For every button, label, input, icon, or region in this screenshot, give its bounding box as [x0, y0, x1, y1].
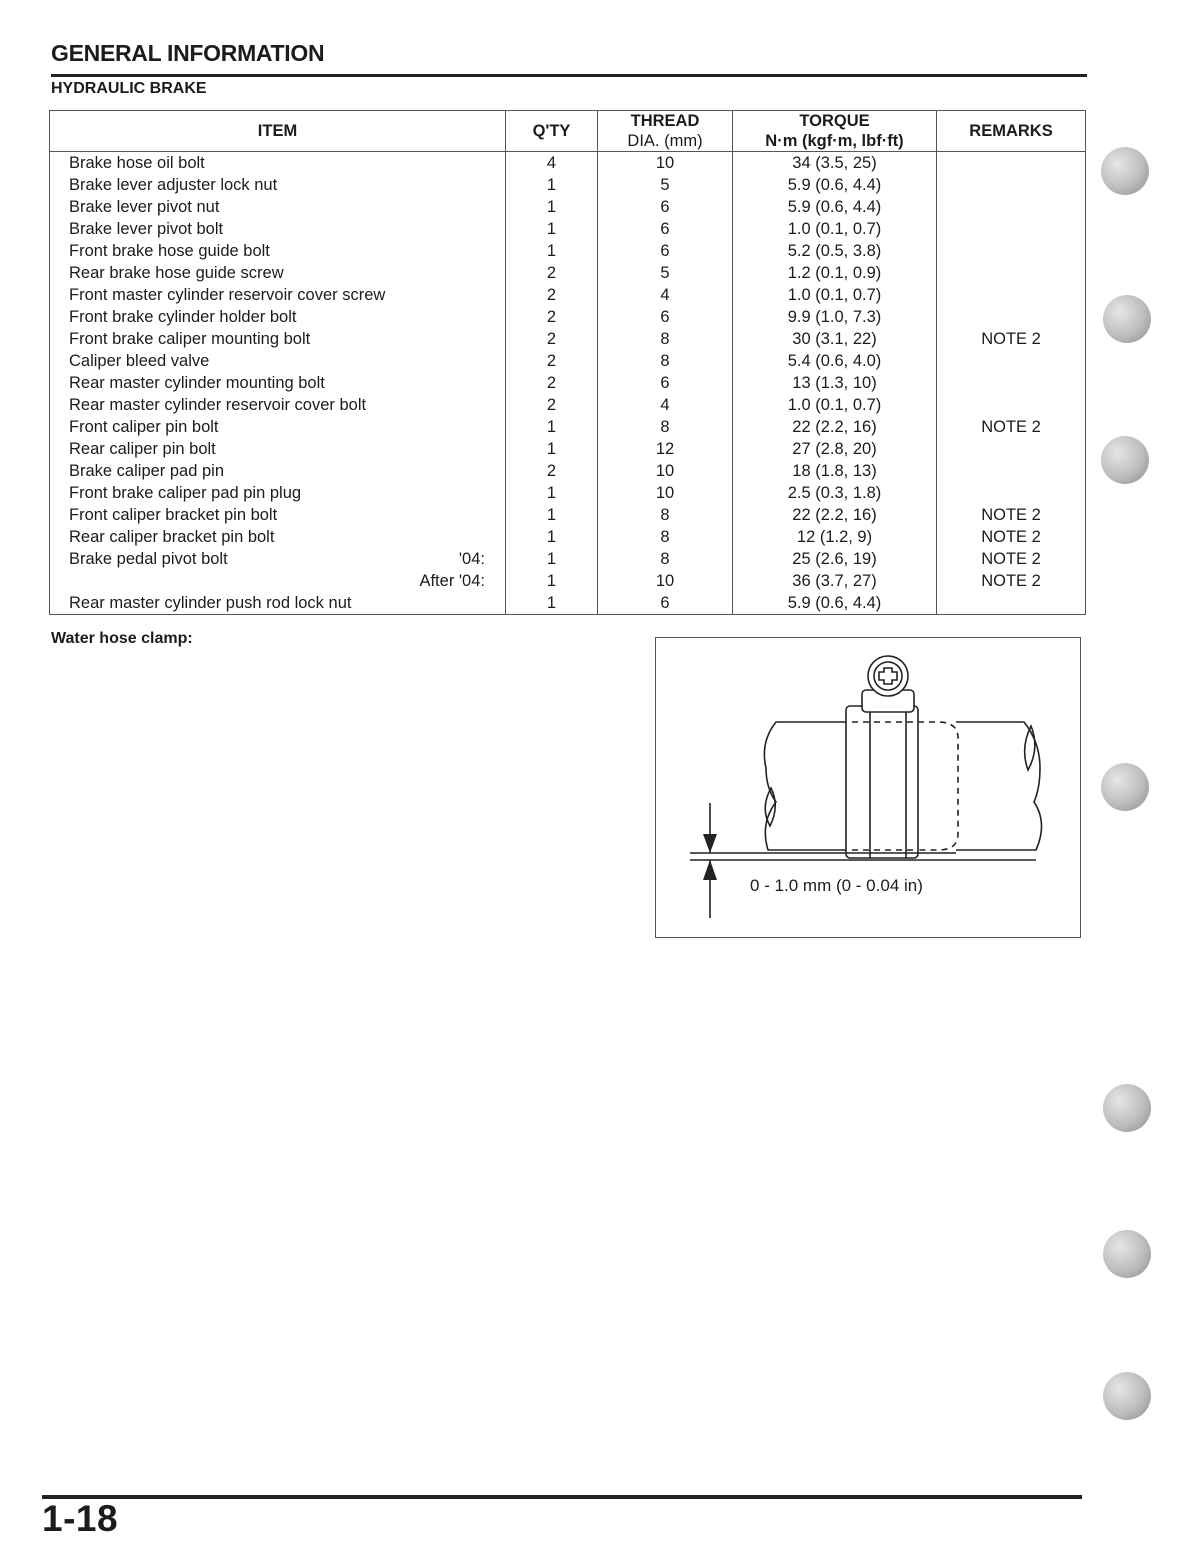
cell-thread: 10	[598, 570, 733, 592]
cell-item	[50, 350, 506, 372]
cell-thread: 12	[598, 438, 733, 460]
cell-item	[50, 262, 506, 284]
table-row	[50, 592, 1086, 615]
cell-qty: 2	[506, 350, 598, 372]
cell-qty: 1	[506, 438, 598, 460]
item-name: Brake lever pivot bolt	[69, 220, 224, 238]
cell-remarks	[937, 460, 1086, 482]
item-name: Front brake hose guide bolt	[69, 242, 270, 260]
fitting-dashed	[918, 722, 958, 850]
table-body	[50, 152, 1086, 615]
cell-thread: 8	[598, 548, 733, 570]
item-condition: '04:	[458, 550, 485, 568]
cell-item	[50, 328, 506, 350]
cell-torque: 5.9 (0.6, 4.4)	[733, 592, 937, 615]
cell-remarks: NOTE 2	[937, 548, 1086, 570]
cell-thread: 4	[598, 394, 733, 416]
cell-torque: 13 (1.3, 10)	[733, 372, 937, 394]
header-thread-line1: THREAD	[630, 112, 700, 130]
hose-right-outline	[956, 722, 1042, 850]
item-name: Front caliper pin bolt	[69, 418, 219, 436]
item-name: Front caliper bracket pin bolt	[69, 506, 278, 524]
cell-torque: 18 (1.8, 13)	[733, 460, 937, 482]
cell-qty: 1	[506, 526, 598, 548]
cell-remarks	[937, 350, 1086, 372]
section-tab-dot	[1103, 1084, 1151, 1132]
table-row	[50, 350, 1086, 372]
torque-spec-table	[49, 110, 1086, 615]
table-row	[50, 262, 1086, 284]
table-row	[50, 306, 1086, 328]
cell-qty: 1	[506, 570, 598, 592]
cell-item	[50, 240, 506, 262]
header-remarks: REMARKS	[937, 111, 1086, 152]
table-header-row	[50, 111, 1086, 152]
item-condition: After '04:	[419, 572, 485, 590]
section-tab-dot	[1101, 147, 1149, 195]
cell-torque: 9.9 (1.0, 7.3)	[733, 306, 937, 328]
cell-item	[50, 570, 506, 592]
cell-torque: 22 (2.2, 16)	[733, 504, 937, 526]
cell-qty: 1	[506, 504, 598, 526]
cell-remarks	[937, 394, 1086, 416]
item-name: Brake lever adjuster lock nut	[69, 176, 278, 194]
cell-thread: 6	[598, 240, 733, 262]
cell-torque: 5.4 (0.6, 4.0)	[733, 350, 937, 372]
cell-remarks	[937, 482, 1086, 504]
cell-qty: 1	[506, 196, 598, 218]
item-name: Rear master cylinder mounting bolt	[69, 374, 325, 392]
section-tab-dot	[1103, 1230, 1151, 1278]
cell-qty: 1	[506, 218, 598, 240]
header-qty: Q'TY	[506, 111, 598, 152]
item-name: Caliper bleed valve	[69, 352, 210, 370]
item-name: Front brake caliper mounting bolt	[69, 330, 311, 348]
page-number: 1-18	[42, 1498, 119, 1539]
clearance-dimension: 0 - 1.0 mm (0 - 0.04 in)	[750, 876, 923, 895]
item-name: Rear brake hose guide screw	[69, 264, 284, 282]
table-row	[50, 504, 1086, 526]
header-thread-line2: DIA. (mm)	[627, 132, 703, 150]
table-row	[50, 416, 1086, 438]
cell-qty: 1	[506, 174, 598, 196]
table-row	[50, 570, 1086, 592]
table-row	[50, 372, 1086, 394]
cell-torque: 27 (2.8, 20)	[733, 438, 937, 460]
cell-remarks	[937, 592, 1086, 615]
cell-item	[50, 460, 506, 482]
cell-torque: 30 (3.1, 22)	[733, 328, 937, 350]
table-row	[50, 218, 1086, 240]
table-row	[50, 174, 1086, 196]
cell-torque: 36 (3.7, 27)	[733, 570, 937, 592]
water-hose-clamp-label: Water hose clamp:	[51, 630, 193, 647]
table-row	[50, 196, 1086, 218]
cell-torque: 25 (2.6, 19)	[733, 548, 937, 570]
water-hose-clamp-figure	[655, 637, 1081, 938]
table-row	[50, 328, 1086, 350]
cell-thread: 10	[598, 152, 733, 175]
cell-item	[50, 438, 506, 460]
cell-qty: 2	[506, 328, 598, 350]
cell-torque: 5.9 (0.6, 4.4)	[733, 196, 937, 218]
cell-qty: 2	[506, 284, 598, 306]
dimension-arrow-up	[703, 860, 717, 880]
item-name: Rear master cylinder reservoir cover bolt	[69, 396, 367, 414]
cell-qty: 1	[506, 548, 598, 570]
cell-thread: 5	[598, 174, 733, 196]
table-row	[50, 548, 1086, 570]
cell-qty: 1	[506, 482, 598, 504]
cell-item	[50, 504, 506, 526]
cell-remarks	[937, 284, 1086, 306]
header-thread	[598, 111, 733, 152]
cell-item	[50, 526, 506, 548]
cell-thread: 6	[598, 306, 733, 328]
cell-thread: 6	[598, 592, 733, 615]
item-name: Brake hose oil bolt	[69, 154, 205, 172]
table-row	[50, 526, 1086, 548]
header-torque	[733, 111, 937, 152]
cell-item	[50, 416, 506, 438]
cell-remarks: NOTE 2	[937, 504, 1086, 526]
item-name: Front brake caliper pad pin plug	[69, 484, 302, 502]
cell-thread: 10	[598, 460, 733, 482]
table-row	[50, 284, 1086, 306]
cell-remarks: NOTE 2	[937, 570, 1086, 592]
cell-thread: 6	[598, 196, 733, 218]
cell-torque: 1.2 (0.1, 0.9)	[733, 262, 937, 284]
item-name: Rear master cylinder push rod lock nut	[69, 594, 352, 612]
top-rule	[51, 74, 1087, 77]
cell-thread: 8	[598, 504, 733, 526]
cell-remarks: NOTE 2	[937, 526, 1086, 548]
cell-remarks	[937, 372, 1086, 394]
cell-item	[50, 218, 506, 240]
cell-torque: 2.5 (0.3, 1.8)	[733, 482, 937, 504]
cell-item	[50, 174, 506, 196]
cell-thread: 8	[598, 350, 733, 372]
cell-remarks	[937, 438, 1086, 460]
section-tab-dot	[1103, 295, 1151, 343]
cell-thread: 10	[598, 482, 733, 504]
cell-torque: 34 (3.5, 25)	[733, 152, 937, 175]
section-tab-dot	[1101, 436, 1149, 484]
item-name: Brake lever pivot nut	[69, 198, 220, 216]
cell-torque: 1.0 (0.1, 0.7)	[733, 394, 937, 416]
section-tab-dot	[1101, 763, 1149, 811]
cell-qty: 1	[506, 592, 598, 615]
table-row	[50, 460, 1086, 482]
cell-remarks	[937, 174, 1086, 196]
hose-left-end-cut	[765, 788, 775, 826]
cell-remarks: NOTE 2	[937, 416, 1086, 438]
cell-torque: 5.9 (0.6, 4.4)	[733, 174, 937, 196]
table-row	[50, 482, 1086, 504]
cell-thread: 5	[598, 262, 733, 284]
cell-remarks	[937, 306, 1086, 328]
header-torque-line1: TORQUE	[799, 112, 870, 130]
cell-remarks	[937, 240, 1086, 262]
section-tab-dot	[1103, 1372, 1151, 1420]
bottom-rule	[42, 1495, 1082, 1499]
cell-qty: 4	[506, 152, 598, 175]
cell-item	[50, 592, 506, 615]
cell-torque: 5.2 (0.5, 3.8)	[733, 240, 937, 262]
cell-qty: 1	[506, 240, 598, 262]
cell-remarks	[937, 196, 1086, 218]
cell-remarks	[937, 218, 1086, 240]
cell-item	[50, 196, 506, 218]
cell-remarks	[937, 152, 1086, 175]
cell-torque: 12 (1.2, 9)	[733, 526, 937, 548]
cell-qty: 2	[506, 372, 598, 394]
table-row	[50, 240, 1086, 262]
clamp-band	[846, 706, 918, 858]
cell-qty: 2	[506, 306, 598, 328]
item-name: Brake pedal pivot bolt	[69, 550, 228, 568]
cell-qty: 2	[506, 394, 598, 416]
cell-item	[50, 284, 506, 306]
header-torque-line2: N·m (kgf·m, lbf·ft)	[765, 132, 904, 150]
item-name: Front master cylinder reservoir cover screw	[69, 286, 386, 304]
table-row	[50, 394, 1086, 416]
table-row	[50, 152, 1086, 175]
cell-thread: 8	[598, 416, 733, 438]
cell-thread: 8	[598, 526, 733, 548]
cell-thread: 4	[598, 284, 733, 306]
cell-thread: 6	[598, 218, 733, 240]
cell-torque: 1.0 (0.1, 0.7)	[733, 284, 937, 306]
item-name: Rear caliper bracket pin bolt	[69, 528, 275, 546]
item-name: Rear caliper pin bolt	[69, 440, 216, 458]
cell-remarks	[937, 262, 1086, 284]
hose-right-end-cut	[1025, 726, 1035, 770]
cell-item	[50, 152, 506, 175]
dimension-arrow-down	[703, 834, 717, 853]
subsection-title: HYDRAULIC BRAKE	[51, 80, 207, 97]
item-name: Front brake cylinder holder bolt	[69, 308, 297, 326]
item-name: Brake caliper pad pin	[69, 462, 225, 480]
cell-item	[50, 372, 506, 394]
cell-item	[50, 482, 506, 504]
cell-thread: 6	[598, 372, 733, 394]
cell-thread: 8	[598, 328, 733, 350]
cell-item	[50, 394, 506, 416]
cell-qty: 1	[506, 416, 598, 438]
cell-qty: 2	[506, 262, 598, 284]
cell-qty: 2	[506, 460, 598, 482]
cell-item	[50, 306, 506, 328]
cell-remarks: NOTE 2	[937, 328, 1086, 350]
cell-torque: 22 (2.2, 16)	[733, 416, 937, 438]
table-row	[50, 438, 1086, 460]
section-title: GENERAL INFORMATION	[51, 40, 325, 66]
cell-item	[50, 548, 506, 570]
cell-torque: 1.0 (0.1, 0.7)	[733, 218, 937, 240]
header-item: ITEM	[50, 111, 506, 152]
